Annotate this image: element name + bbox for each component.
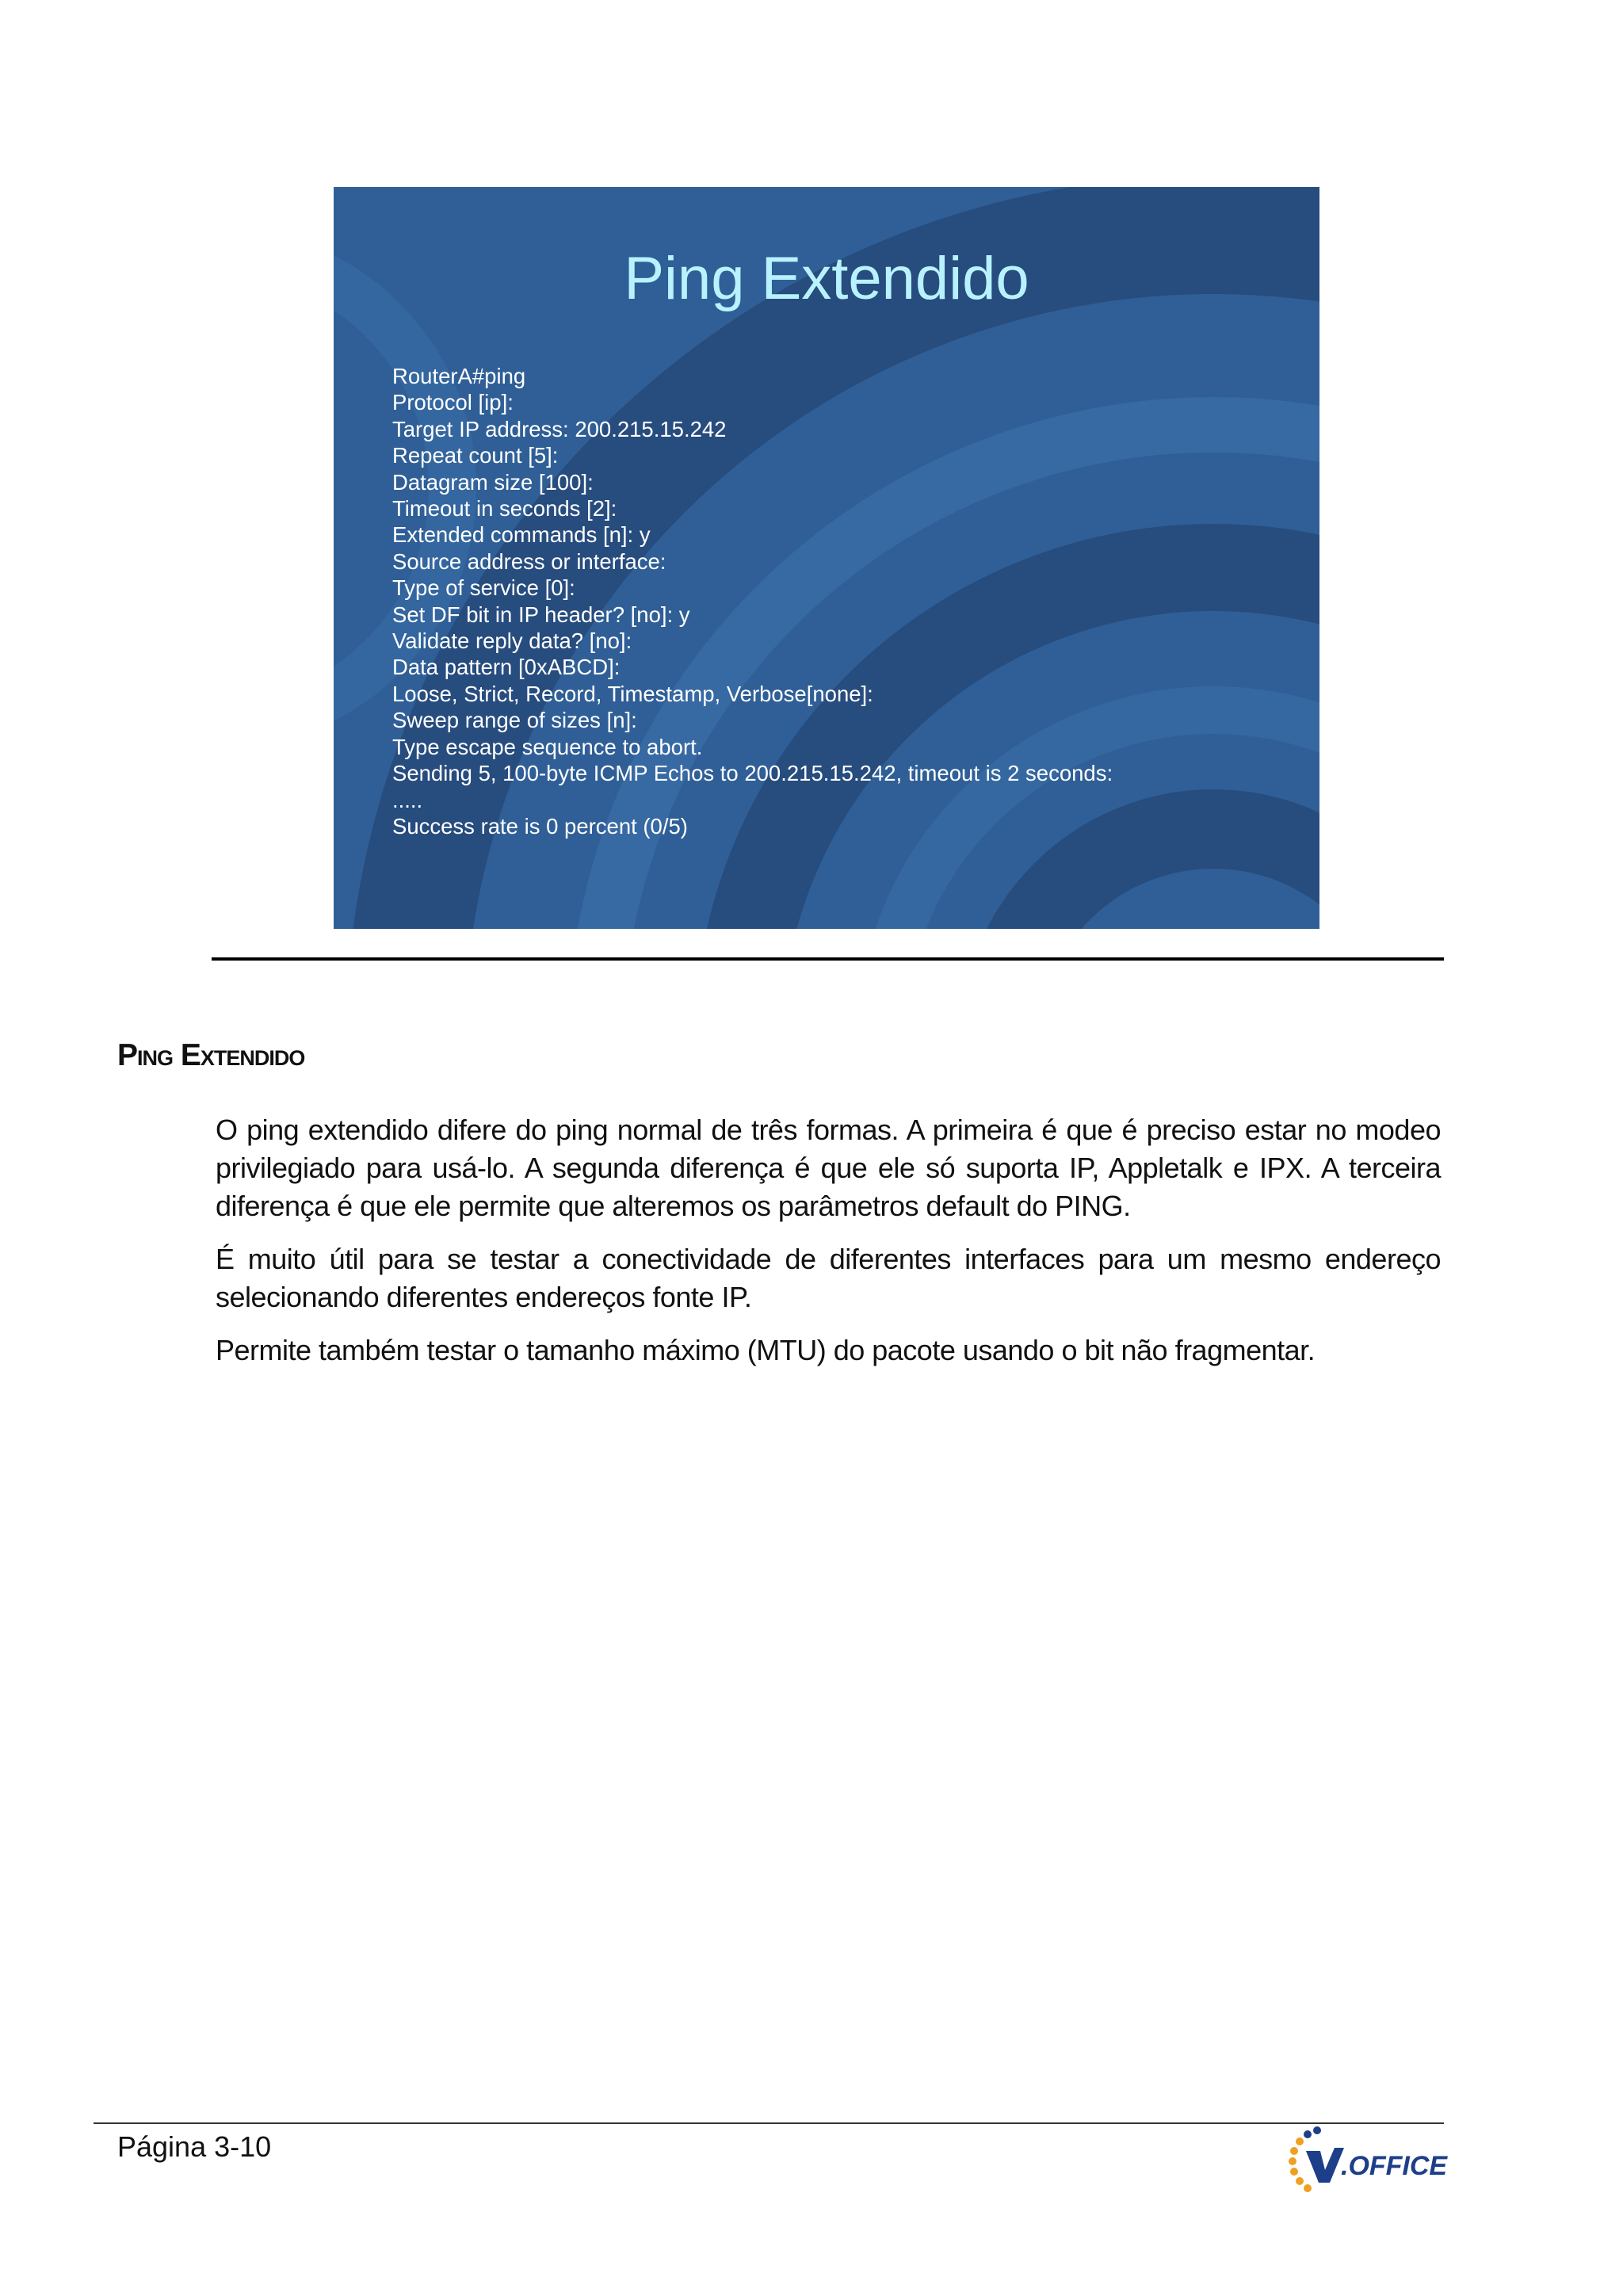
terminal-line: Target IP address: 200.215.15.242 bbox=[392, 416, 727, 441]
terminal-line: Extended commands [n]: y bbox=[392, 522, 651, 548]
terminal-line: RouterA#ping bbox=[392, 364, 526, 388]
slide-image bbox=[334, 187, 1319, 929]
logo-wordmark: .OFFICE bbox=[1341, 2151, 1448, 2181]
terminal-line: Data pattern [0xABCD]: bbox=[392, 655, 621, 680]
terminal-line: Type escape sequence to abort. bbox=[392, 734, 703, 759]
divider-top bbox=[212, 957, 1444, 961]
terminal-line: Set DF bit in IP header? [no]: y bbox=[392, 602, 690, 627]
terminal-line: Timeout in seconds [2]: bbox=[392, 496, 617, 521]
terminal-line: Sending 5, 100-byte ICMP Echos to 200.215.15.242, timeout is 2 seconds: bbox=[392, 761, 1113, 786]
terminal-line: Validate reply data? [no]: bbox=[392, 628, 632, 654]
body-text bbox=[216, 1111, 1441, 1385]
slide-title: Ping Extendido bbox=[624, 245, 1029, 312]
paragraph: Permite também testar o tamanho máximo (MTU) do pacote usando o bit não fragmentar. bbox=[216, 1334, 1316, 1366]
terminal-line: Source address or interface: bbox=[392, 548, 666, 574]
terminal-line: Type of service [0]: bbox=[392, 575, 575, 601]
terminal-output bbox=[392, 363, 1280, 839]
terminal-line: Repeat count [5]: bbox=[392, 443, 559, 468]
paragraph: É muito útil para se testar a conectividade de diferentes interfaces para um mesmo endereço selecionando diferentes endereços fonte IP. bbox=[216, 1243, 1441, 1313]
section-heading: Ping Extendido bbox=[117, 1038, 305, 1072]
v-office-logo-icon bbox=[1285, 2124, 1449, 2200]
terminal-line: ..... bbox=[392, 787, 423, 812]
terminal-line: Loose, Strict, Record, Timestamp, Verbose[none]: bbox=[392, 681, 873, 706]
terminal-line: Datagram size [100]: bbox=[392, 469, 594, 495]
footer-divider bbox=[94, 2122, 1444, 2124]
terminal-line: Sweep range of sizes [n]: bbox=[392, 708, 637, 733]
page-number: Página 3-10 bbox=[117, 2130, 272, 2163]
terminal-line: Success rate is 0 percent (0/5) bbox=[392, 813, 688, 839]
paragraph: O ping extendido difere do ping normal de três formas. A primeira é que é preciso estar no modeo privilegiado para usá-lo. A segunda diferença é que ele só suporta IP, Appletalk e IPX. A terceira diferença é que ele permite que alteremos os parâmetros default do PING. bbox=[216, 1114, 1441, 1222]
terminal-line: Protocol [ip]: bbox=[392, 390, 514, 415]
